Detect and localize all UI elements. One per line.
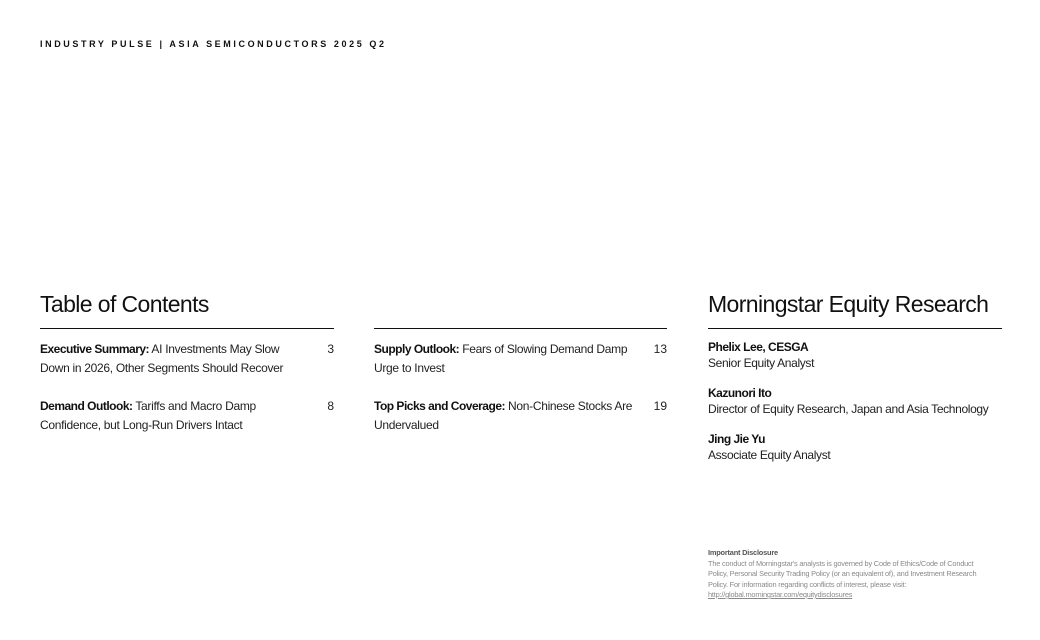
analyst-name: Kazunori Ito [708, 386, 772, 400]
analyst-entry [708, 385, 1002, 417]
toc-list-left [40, 340, 334, 435]
analyst-role: Director of Equity Research, Japan and Asia Technology [708, 402, 989, 416]
important-disclosure [708, 548, 988, 601]
toc-page-number: 8 [327, 399, 334, 413]
toc-item-executive-summary[interactable] [40, 340, 334, 378]
disclosure-body [708, 559, 988, 601]
disclosure-text: The conduct of Morningstar's analysts is governed by Code of Ethics/Code of Conduct Policy, Personal Security Trading Policy (or an equivalent of), and Investment Research Policy. For information regarding conflicts of interest, please visit: [708, 558, 977, 589]
disclosure-title: Important Disclosure [708, 548, 778, 557]
toc-item-heading: Supply Outlook: [374, 342, 460, 356]
toc-page-number: 13 [653, 342, 667, 356]
toc-list-right [374, 340, 667, 435]
toc-item-text [40, 397, 304, 435]
toc-item-description: Fears of Slowing Demand Damp Urge to Invest [374, 342, 628, 375]
analyst-entry [708, 339, 1002, 371]
toc-column-right [374, 290, 667, 454]
analyst-list [708, 339, 1002, 463]
toc-divider-right [374, 328, 667, 329]
toc-item-heading: Top Picks and Coverage: [374, 399, 505, 413]
toc-item-description: Non-Chinese Stocks Are Undervalued [374, 399, 633, 432]
analyst-name: Jing Jie Yu [708, 432, 765, 446]
analyst-role: Senior Equity Analyst [708, 356, 815, 370]
toc-title: Table of Contents [40, 291, 209, 317]
toc-page-number: 19 [653, 399, 667, 413]
analyst-name: Phelix Lee, CESGA [708, 340, 809, 354]
toc-item-text [374, 340, 638, 378]
toc-item-heading: Executive Summary: [40, 342, 150, 356]
analyst-role: Associate Equity Analyst [708, 448, 831, 462]
toc-item-supply-outlook[interactable] [374, 340, 667, 378]
analyst-entry [708, 431, 1002, 463]
toc-column-left [40, 290, 334, 454]
toc-item-description: AI Investments May Slow Down in 2026, Other Segments Should Recover [40, 342, 284, 375]
research-title: Morningstar Equity Research [708, 291, 989, 317]
toc-item-text [374, 397, 638, 435]
toc-item-top-picks[interactable] [374, 397, 667, 435]
toc-item-text [40, 340, 304, 378]
report-header: INDUSTRY PULSE | ASIA SEMICONDUCTORS 2025 Q2 [40, 39, 387, 49]
toc-item-demand-outlook[interactable] [40, 397, 334, 435]
disclosure-link[interactable]: http://global.morningstar.com/equitydisclosures [708, 590, 853, 599]
research-divider [708, 328, 1002, 329]
toc-item-heading: Demand Outlook: [40, 399, 133, 413]
toc-item-description: Tariffs and Macro Damp Confidence, but Long-Run Drivers Intact [40, 399, 256, 432]
research-team-column [708, 290, 1002, 477]
toc-divider-left [40, 328, 334, 329]
toc-page-number: 3 [327, 342, 334, 356]
